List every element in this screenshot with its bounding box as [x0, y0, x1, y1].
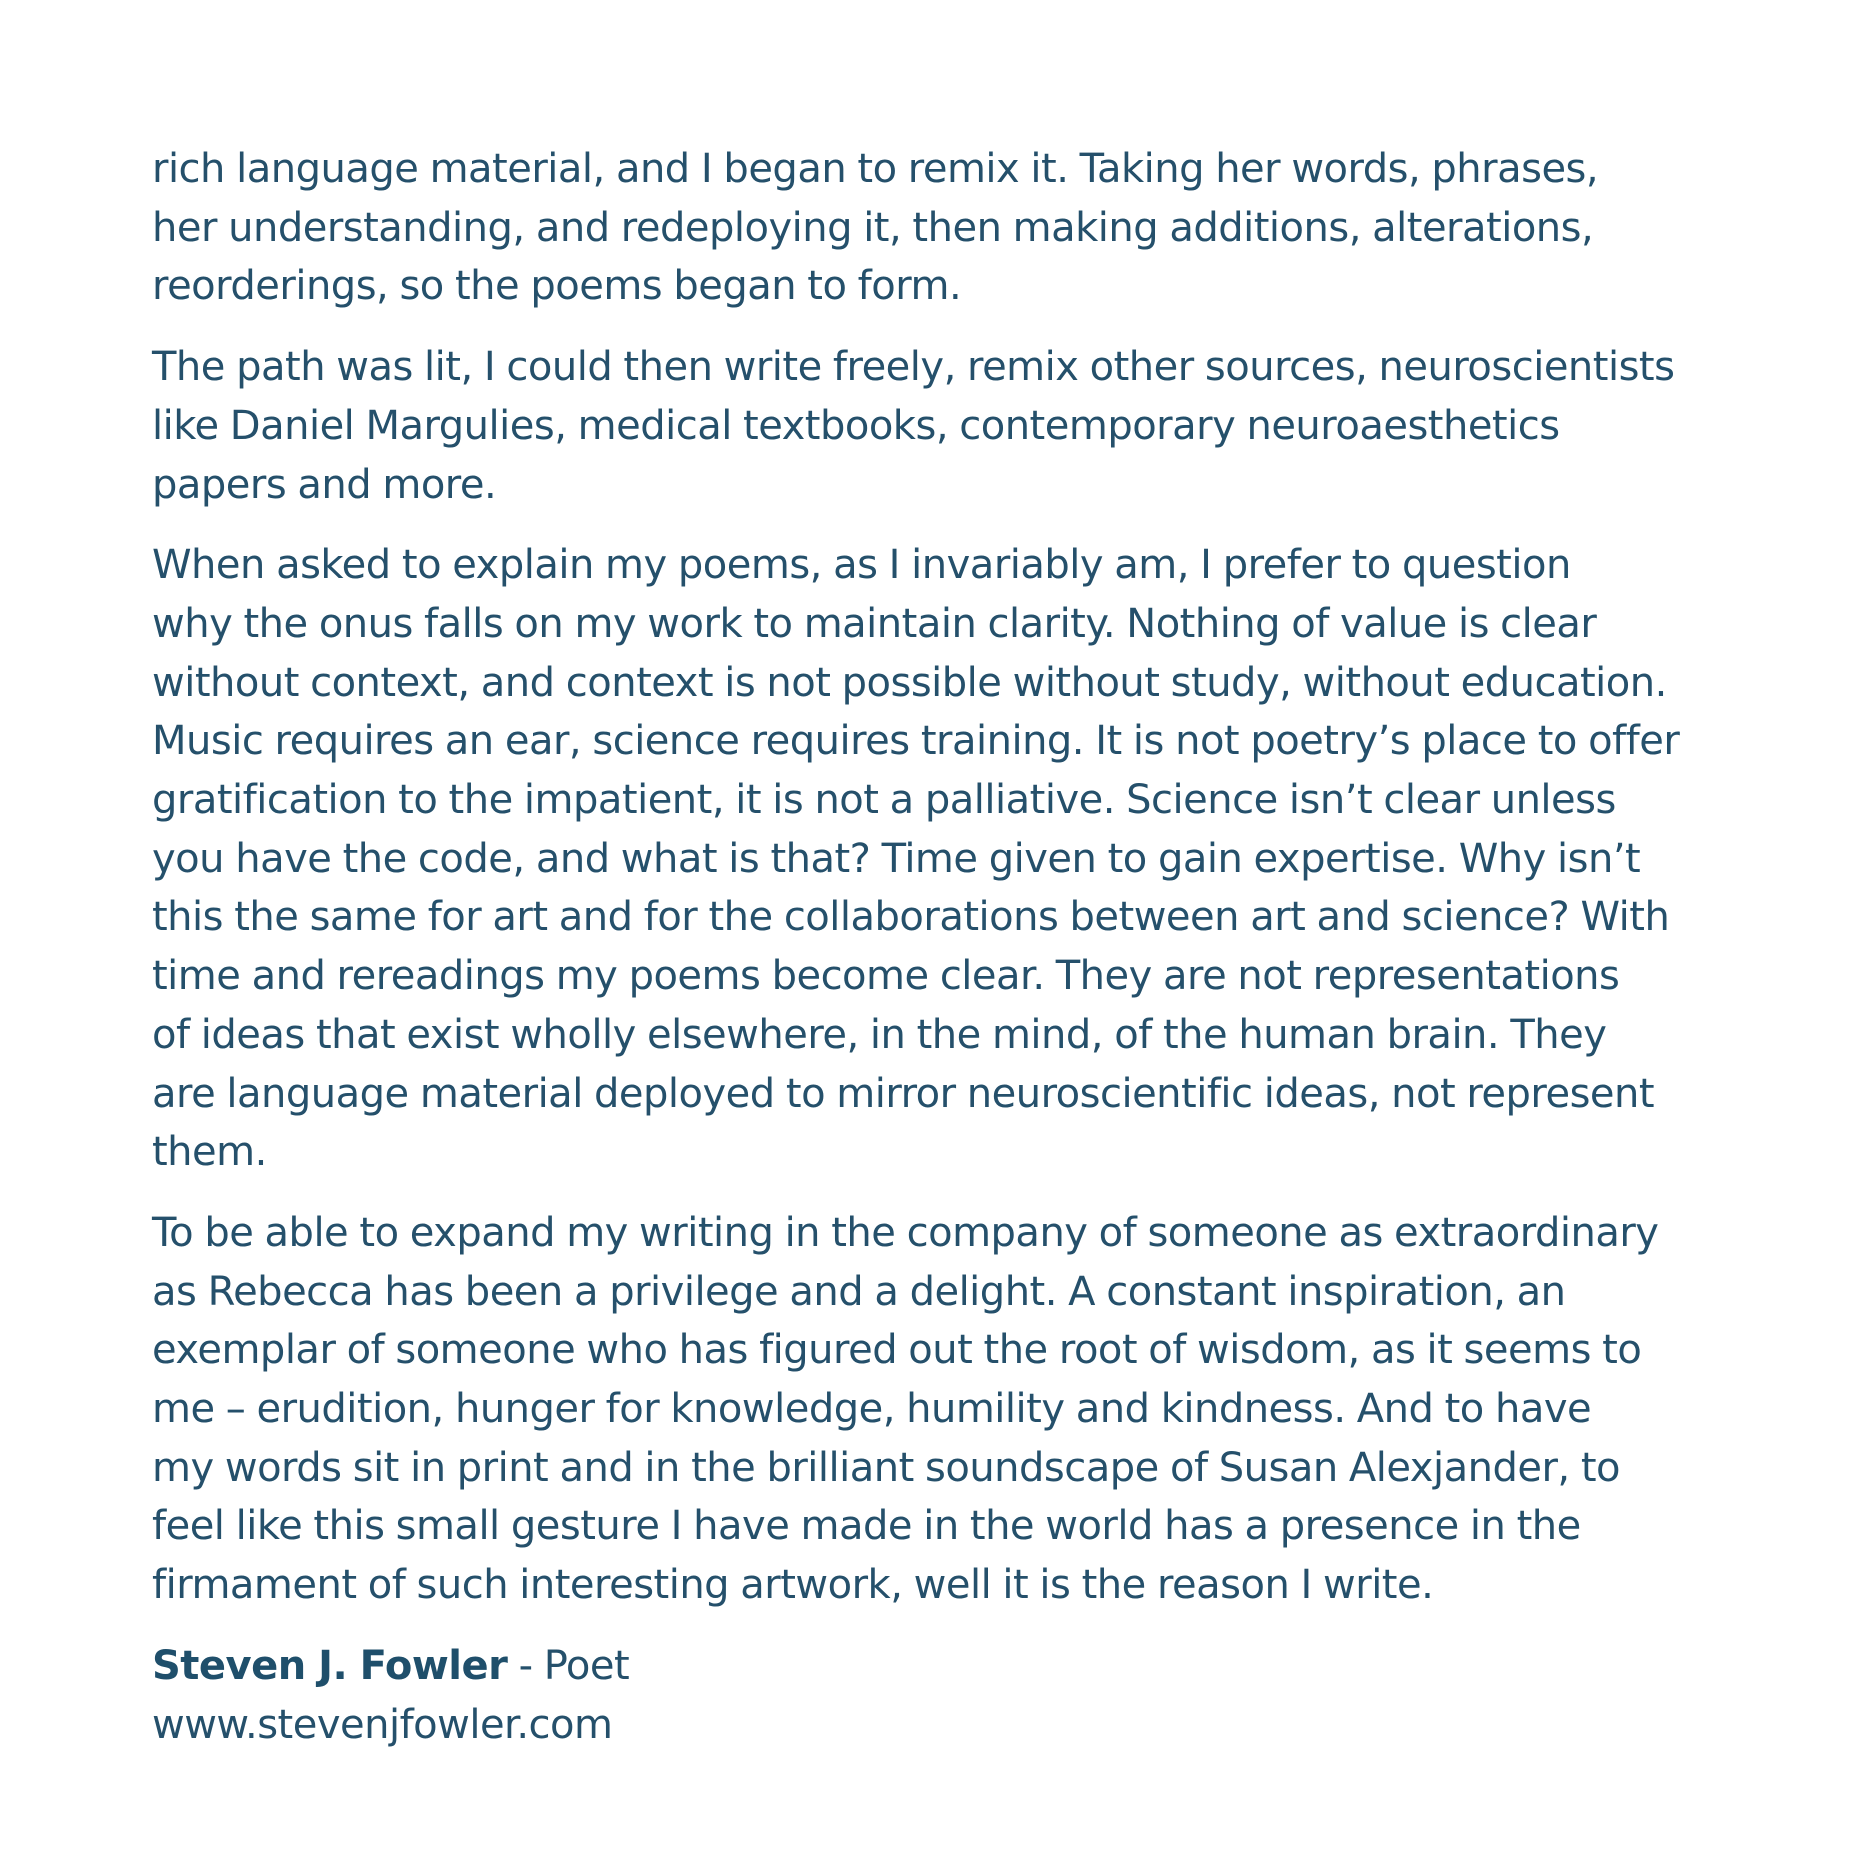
article-page	[152, 140, 1752, 1754]
text-line: To be able to expand my writing in the company of someone as extraordinary	[152, 1209, 1659, 1256]
text-line: time and rereadings my poems become clear. They are not representations	[152, 953, 1620, 1000]
paragraph-3	[152, 536, 1752, 1182]
text-line: them.	[152, 1129, 267, 1176]
text-line: without context, and context is not possible without study, without education.	[152, 659, 1667, 706]
paragraph-4	[152, 1204, 1752, 1615]
text-line: gratification to the impatient, it is not a palliative. Science isn’t clear unless	[152, 777, 1616, 824]
author-website-link[interactable]: www.stevenjfowler.com	[152, 1701, 613, 1748]
text-line: why the onus falls on my work to maintain clarity. Nothing of value is clear	[152, 600, 1597, 647]
text-line: this the same for art and for the collaborations between art and science? With	[152, 894, 1670, 941]
text-line: as Rebecca has been a privilege and a delight. A constant inspiration, an	[152, 1268, 1566, 1315]
text-line: my words sit in print and in the brilliant soundscape of Susan Alexjander, to	[152, 1444, 1620, 1491]
text-line: me – erudition, hunger for knowledge, humility and kindness. And to have	[152, 1386, 1592, 1433]
text-line: of ideas that exist wholly elsewhere, in the mind, of the human brain. They	[152, 1011, 1607, 1058]
text-line: The path was lit, I could then write freely, remix other sources, neuroscientists	[152, 344, 1675, 391]
text-line: are language material deployed to mirror neuroscientific ideas, not represent	[152, 1070, 1655, 1117]
author-name: Steven J. Fowler	[152, 1642, 508, 1689]
text-line: papers and more.	[152, 461, 497, 508]
signature-block	[152, 1637, 1752, 1754]
text-line: firmament of such interesting artwork, well it is the reason I write.	[152, 1562, 1434, 1609]
author-line	[152, 1637, 1752, 1696]
text-line: like Daniel Margulies, medical textbooks, contemporary neuroaesthetics	[152, 402, 1560, 449]
text-line: When asked to explain my poems, as I invariably am, I prefer to question	[152, 542, 1571, 589]
paragraph-2	[152, 338, 1752, 514]
text-line: feel like this small gesture I have made in the world has a presence in the	[152, 1503, 1581, 1550]
text-line: Music requires an ear, science requires training. It is not poetry’s place to offer	[152, 718, 1680, 765]
text-line: you have the code, and what is that? Time given to gain expertise. Why isn’t	[152, 835, 1641, 882]
text-line: rich language material, and I began to remix it. Taking her words, phrases,	[152, 146, 1599, 192]
text-line: exemplar of someone who has figured out the root of wisdom, as it seems to	[152, 1327, 1642, 1374]
text-line: her understanding, and redeploying it, then making additions, alterations,	[152, 204, 1594, 251]
paragraph-1	[152, 140, 1752, 316]
author-role: - Poet	[507, 1642, 630, 1689]
text-line: reorderings, so the poems began to form.	[152, 263, 962, 310]
